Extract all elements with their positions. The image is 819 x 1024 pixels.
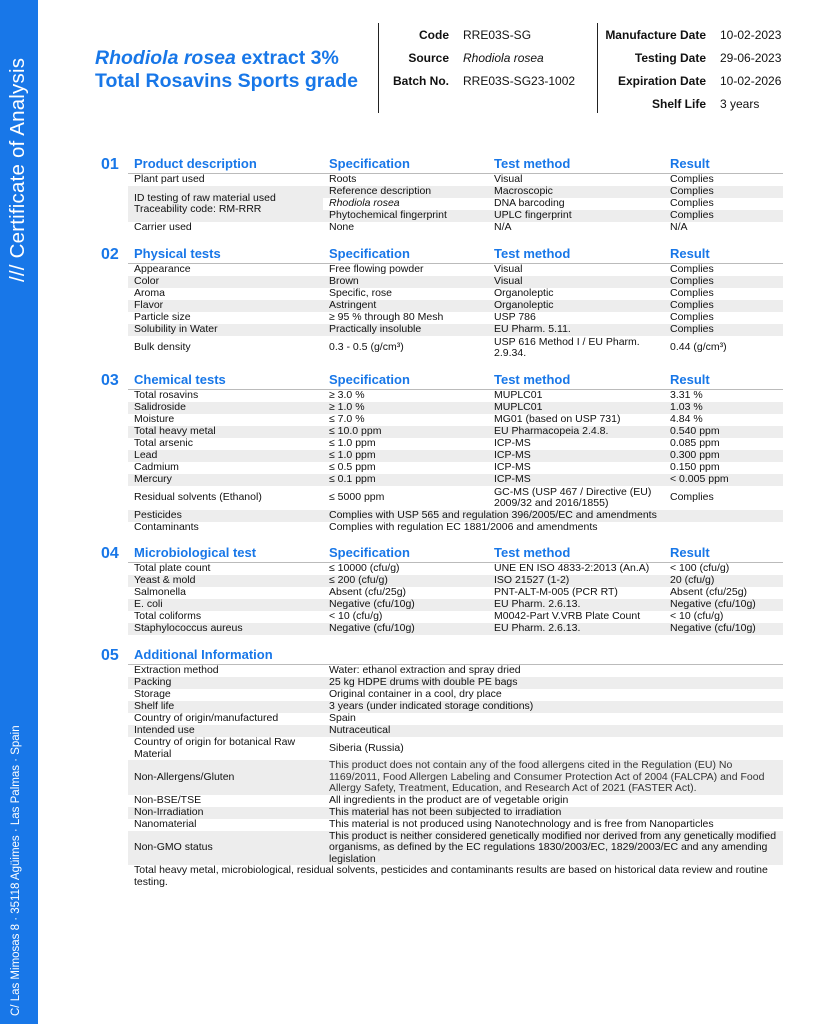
row-specification: Astringent — [323, 300, 488, 312]
row-specification: ≤ 0.1 ppm — [323, 474, 488, 486]
product-title — [95, 47, 358, 93]
row-value: This material is not produced using Nanotechnology and is free from Nanoparticles — [329, 817, 714, 830]
row-specification: Brown — [323, 276, 488, 288]
section-title: Product description — [134, 156, 257, 171]
row-test-method: PNT-ALT-M-005 (PCR RT) — [494, 586, 618, 599]
row-test-method: EU Pharm. 5.11. — [488, 324, 664, 336]
table-row — [128, 222, 783, 234]
row-parameter: Salmonella — [134, 586, 186, 599]
row-parameter: ID testing of raw material used Traceability code: RM-RRR — [128, 186, 323, 222]
row-parameter: Total rosavins — [134, 389, 199, 402]
row-parameter: Total plate count — [134, 562, 211, 575]
header-row — [378, 24, 575, 47]
product-extract: extract 3% — [235, 47, 339, 69]
row-result: Negative (cfu/10g) — [664, 599, 783, 611]
company-address: C/ Las Mimosas 8 · 35118 Agüimes · Las Palmas · Spain — [10, 725, 22, 1016]
row-result: Complies — [664, 186, 783, 198]
row-parameter: Mercury — [128, 474, 323, 486]
row-result: 0.085 ppm — [670, 437, 720, 450]
row-specification: 0.3 - 0.5 (g/cm³) — [329, 341, 404, 354]
header-value: Rhodiola rosea — [463, 51, 544, 65]
row-test-method: MUPLC01 — [488, 402, 664, 414]
row-test-method: M0042-Part V.VRB Plate Count — [494, 610, 641, 623]
table-row — [128, 611, 783, 623]
row-result: Complies — [664, 276, 783, 288]
row-test-method: Organoleptic — [494, 287, 554, 300]
row-value: This product is neither considered genetically modified nor derived from any genetically modified organisms, as defined by the EC regulations 1830/2003/EC, 1829/2003/EC and any amending legislation — [323, 831, 783, 866]
row-test-method: Visual — [488, 276, 664, 288]
row-parameter: Non-Irradiation — [128, 807, 323, 819]
table-row — [128, 186, 783, 198]
table-row — [128, 665, 783, 677]
row-result: 0.44 (g/cm³) — [670, 341, 727, 354]
row-specification: Negative (cfu/10g) — [323, 599, 488, 611]
header-row — [598, 93, 781, 116]
table-row — [128, 486, 783, 510]
row-parameter: Particle size — [134, 311, 191, 324]
row-specification: < 10 (cfu/g) — [329, 610, 383, 623]
header-left-block — [378, 24, 575, 93]
column-header-spec: Specification — [329, 545, 410, 560]
header-row — [598, 70, 781, 93]
row-test-method: MUPLC01 — [494, 389, 543, 402]
row-parameter: Appearance — [134, 263, 191, 276]
table-row — [128, 701, 783, 713]
table-row — [128, 264, 783, 276]
row-parameter: Staphylococcus aureus — [128, 623, 323, 635]
section-header — [128, 371, 783, 390]
row-result: Absent (cfu/25g) — [670, 586, 748, 599]
table-row — [128, 336, 783, 360]
table-note-row — [128, 865, 783, 888]
row-specification: ≥ 95 % through 80 Mesh — [329, 311, 444, 324]
row-test-method: N/A — [494, 221, 512, 234]
table-row — [128, 795, 783, 807]
row-test-method: ICP-MS — [488, 474, 664, 486]
row-test-method: Visual — [494, 263, 523, 276]
row-test-method: DNA barcoding — [494, 197, 565, 210]
header-value: 3 years — [720, 97, 760, 111]
section-table — [128, 390, 783, 534]
table-row — [128, 426, 783, 438]
column-header-spec: Specification — [329, 246, 410, 261]
row-specification: None — [329, 221, 355, 234]
row-parameter: Residual solvents (Ethanol) — [134, 491, 262, 504]
row-test-method: UPLC fingerprint — [488, 210, 664, 222]
header-value: 10-02-2026 — [720, 74, 782, 88]
sidebar — [0, 0, 38, 1024]
header-value: RRE03S-SG23-1002 — [463, 74, 576, 88]
row-specification: ≤ 1.0 ppm — [329, 437, 376, 450]
row-specification: Complies with USP 565 and regulation 396/2005/EC and amendments — [323, 510, 783, 522]
row-parameter: Total arsenic — [134, 437, 193, 450]
column-header-spec: Specification — [329, 156, 410, 171]
row-parameter: Moisture — [134, 413, 175, 426]
table-row — [128, 402, 783, 414]
row-result: 0.150 ppm — [670, 461, 720, 474]
section-number: 01 — [101, 156, 119, 173]
column-header-method: Test method — [494, 372, 571, 387]
section-header — [128, 245, 783, 264]
row-parameter: Bulk density — [134, 341, 191, 354]
column-header-method: Test method — [494, 246, 571, 261]
table-row — [128, 312, 783, 324]
row-result: Complies — [664, 324, 783, 336]
row-parameter: Flavor — [128, 300, 323, 312]
section-number: 04 — [101, 545, 119, 562]
row-specification: Practically insoluble — [323, 324, 488, 336]
table-row — [128, 438, 783, 450]
row-result: N/A — [670, 221, 688, 234]
row-specification: Specific, rose — [329, 287, 393, 300]
table-row — [128, 575, 783, 587]
table-row — [128, 276, 783, 288]
header-label: Testing Date — [634, 51, 706, 65]
section-header — [128, 155, 783, 174]
row-parameter: Solubility in Water — [128, 324, 323, 336]
row-parameter: Carrier used — [134, 221, 192, 234]
row-specification: Phytochemical fingerprint — [323, 210, 488, 222]
row-parameter: Extraction method — [134, 664, 219, 677]
row-specification: Rhodiola rosea — [329, 197, 400, 210]
row-test-method: ISO 21527 (1-2) — [488, 575, 664, 587]
table-row — [128, 623, 783, 635]
section-number: 03 — [101, 372, 119, 389]
header-label: Source — [408, 51, 449, 65]
row-parameter: E. coli — [128, 599, 323, 611]
row-result: Complies — [670, 173, 714, 186]
section-title: Physical tests — [134, 246, 221, 261]
row-value: All ingredients in the product are of vegetable origin — [329, 793, 569, 806]
section-number: 02 — [101, 246, 119, 263]
table-row — [128, 563, 783, 575]
row-parameter: Cadmium — [134, 461, 179, 474]
table-row — [128, 288, 783, 300]
table-row — [128, 174, 783, 186]
row-result: 0.540 ppm — [664, 426, 783, 438]
section-header — [128, 544, 783, 563]
header-label: Manufacture Date — [605, 28, 706, 42]
header-row — [378, 47, 575, 70]
row-parameter: Country of origin for botanical Raw Material — [134, 736, 296, 760]
row-test-method: USP 786 — [494, 311, 536, 324]
row-result: Complies — [670, 263, 714, 276]
row-value: This material has not been subjected to irradiation — [323, 807, 783, 819]
row-result: 0.300 ppm — [664, 450, 783, 462]
table-row — [128, 510, 783, 522]
row-parameter: Salidroside — [128, 402, 323, 414]
row-value: This product does not contain any of the food allergens cited in the Regulation (EU) No 1169/2011, Food Allergen Labeling and Consumer Protection Act of 2004 (FALCPA) and Food Allergy Safety, Treatment, Education, and Research Act of 2021 (FASTER Act). — [323, 760, 783, 795]
row-test-method: ICP-MS — [494, 437, 531, 450]
section-table — [128, 665, 783, 888]
row-specification: Free flowing powder — [329, 263, 424, 276]
table-row — [128, 390, 783, 402]
row-specification: ≤ 0.5 ppm — [329, 461, 376, 474]
header-row — [598, 24, 781, 47]
row-parameter: Intended use — [128, 725, 323, 737]
row-test-method: Macroscopic — [488, 186, 664, 198]
header-label: Expiration Date — [617, 74, 706, 88]
table-row — [128, 713, 783, 725]
header-row — [598, 47, 781, 70]
row-parameter: Packing — [128, 677, 323, 689]
row-test-method: Visual — [494, 173, 523, 186]
product-title-line2: Total Rosavins Sports grade — [95, 70, 358, 92]
row-result: < 100 (cfu/g) — [670, 562, 730, 575]
row-result: 20 (cfu/g) — [664, 575, 783, 587]
column-header-method: Test method — [494, 156, 571, 171]
row-value: Nutraceutical — [323, 725, 783, 737]
row-parameter: Aroma — [134, 287, 165, 300]
product-title-line1 — [95, 47, 358, 70]
row-parameter: Color — [128, 276, 323, 288]
section-table — [128, 174, 783, 234]
table-row — [128, 677, 783, 689]
row-value: Spain — [329, 712, 356, 725]
row-specification: Reference description — [323, 186, 488, 198]
header-label: Shelf Life — [651, 97, 706, 111]
table-row — [128, 414, 783, 426]
row-result: 3.31 % — [670, 389, 703, 402]
table-row — [128, 522, 783, 534]
row-result: Complies — [664, 210, 783, 222]
row-parameter: Contaminants — [134, 521, 199, 534]
row-result: Complies — [670, 311, 714, 324]
section-title: Microbiological test — [134, 545, 257, 560]
table-row — [128, 462, 783, 474]
column-header-spec: Specification — [329, 372, 410, 387]
product-species: Rhodiola rosea — [95, 47, 236, 69]
table-row — [128, 831, 783, 866]
column-header-result: Result — [670, 156, 710, 171]
row-result: 4.84 % — [670, 413, 703, 426]
row-value: 25 kg HDPE drums with double PE bags — [323, 677, 783, 689]
row-parameter: Pesticides — [128, 510, 323, 522]
header-right-block — [598, 24, 781, 116]
row-result: < 10 (cfu/g) — [670, 610, 724, 623]
row-specification: ≤ 5000 ppm — [329, 491, 385, 504]
row-test-method: ICP-MS — [488, 450, 664, 462]
row-parameter: Non-BSE/TSE — [134, 793, 202, 806]
row-specification: Absent (cfu/25g) — [329, 586, 407, 599]
row-result: Complies — [670, 491, 714, 504]
row-specification: ≥ 1.0 % — [323, 402, 488, 414]
section-note: Total heavy metal, microbiological, residual solvents, pesticides and contaminants results are based on historical data review and routine testing. — [134, 864, 768, 888]
row-result: Complies — [670, 197, 714, 210]
table-row — [128, 807, 783, 819]
table-row — [128, 819, 783, 831]
row-specification: ≤ 200 (cfu/g) — [323, 575, 488, 587]
document-type-label: /// Certificate of Analysis — [6, 57, 29, 282]
column-header-method: Test method — [494, 545, 571, 560]
row-parameter: Shelf life — [128, 701, 323, 713]
row-test-method: EU Pharm. 2.6.13. — [488, 623, 664, 635]
row-test-method: Organoleptic — [488, 300, 664, 312]
row-result: < 0.005 ppm — [664, 474, 783, 486]
header-value: 10-02-2023 — [720, 28, 782, 42]
row-result: Complies — [664, 300, 783, 312]
table-row — [128, 474, 783, 486]
row-specification: Negative (cfu/10g) — [323, 623, 488, 635]
row-parameter: Lead — [128, 450, 323, 462]
row-result: 1.03 % — [664, 402, 783, 414]
row-parameter: Yeast & mold — [128, 575, 323, 587]
column-header-result: Result — [670, 372, 710, 387]
row-value: Original container in a cool, dry place — [329, 688, 502, 701]
sidebar-title-area — [0, 6, 38, 286]
table-row — [128, 324, 783, 336]
column-header-result: Result — [670, 545, 710, 560]
header-label: Batch No. — [392, 74, 449, 88]
table-row — [128, 300, 783, 312]
table-row — [128, 587, 783, 599]
header-value: 29-06-2023 — [720, 51, 782, 65]
row-result: Complies — [670, 287, 714, 300]
row-parameter: Total heavy metal — [128, 426, 323, 438]
row-test-method: UNE EN ISO 4833-2:2013 (An.A) — [494, 562, 650, 575]
section-table — [128, 264, 783, 360]
row-value: 3 years (under indicated storage conditions) — [323, 701, 783, 713]
row-specification: ≤ 10000 (cfu/g) — [329, 562, 400, 575]
row-specification: ≤ 10.0 ppm — [323, 426, 488, 438]
row-result: Negative (cfu/10g) — [664, 623, 783, 635]
row-parameter: Non-GMO status — [128, 831, 323, 866]
section-header — [128, 646, 783, 665]
row-parameter: Non-Allergens/Gluten — [128, 760, 323, 795]
section-table — [128, 563, 783, 635]
row-parameter: Plant part used — [134, 173, 205, 186]
section-number: 05 — [101, 647, 119, 664]
row-specification: Complies with regulation EC 1881/2006 and amendments — [329, 521, 598, 534]
row-parameter: Country of origin/manufactured — [134, 712, 279, 725]
row-test-method: GC-MS (USP 467 / Directive (EU) 2009/32 and 2016/1855) — [494, 485, 652, 509]
column-header-result: Result — [670, 246, 710, 261]
row-parameter: Nanomaterial — [134, 817, 197, 830]
row-value: Water: ethanol extraction and spray dried — [329, 664, 521, 677]
table-row — [128, 599, 783, 611]
row-test-method: ICP-MS — [494, 461, 531, 474]
table-row — [128, 737, 783, 760]
table-row — [128, 450, 783, 462]
row-value: Siberia (Russia) — [329, 741, 404, 754]
table-row — [128, 760, 783, 795]
row-parameter: Storage — [134, 688, 171, 701]
row-test-method: USP 616 Method I / EU Pharm. 2.9.34. — [494, 335, 640, 359]
row-specification: ≤ 1.0 ppm — [323, 450, 488, 462]
row-parameter: Total coliforms — [134, 610, 202, 623]
section-title: Additional Information — [134, 647, 273, 662]
header-value: RRE03S-SG — [463, 28, 532, 42]
section-title: Chemical tests — [134, 372, 226, 387]
header-label: Code — [419, 28, 449, 42]
row-test-method: EU Pharm. 2.6.13. — [488, 599, 664, 611]
row-specification: ≤ 7.0 % — [329, 413, 365, 426]
row-test-method: EU Pharmacopeia 2.4.8. — [488, 426, 664, 438]
row-test-method: MG01 (based on USP 731) — [494, 413, 621, 426]
table-row — [128, 689, 783, 701]
header-row — [378, 70, 575, 93]
row-specification: Roots — [329, 173, 357, 186]
row-specification: ≥ 3.0 % — [329, 389, 365, 402]
